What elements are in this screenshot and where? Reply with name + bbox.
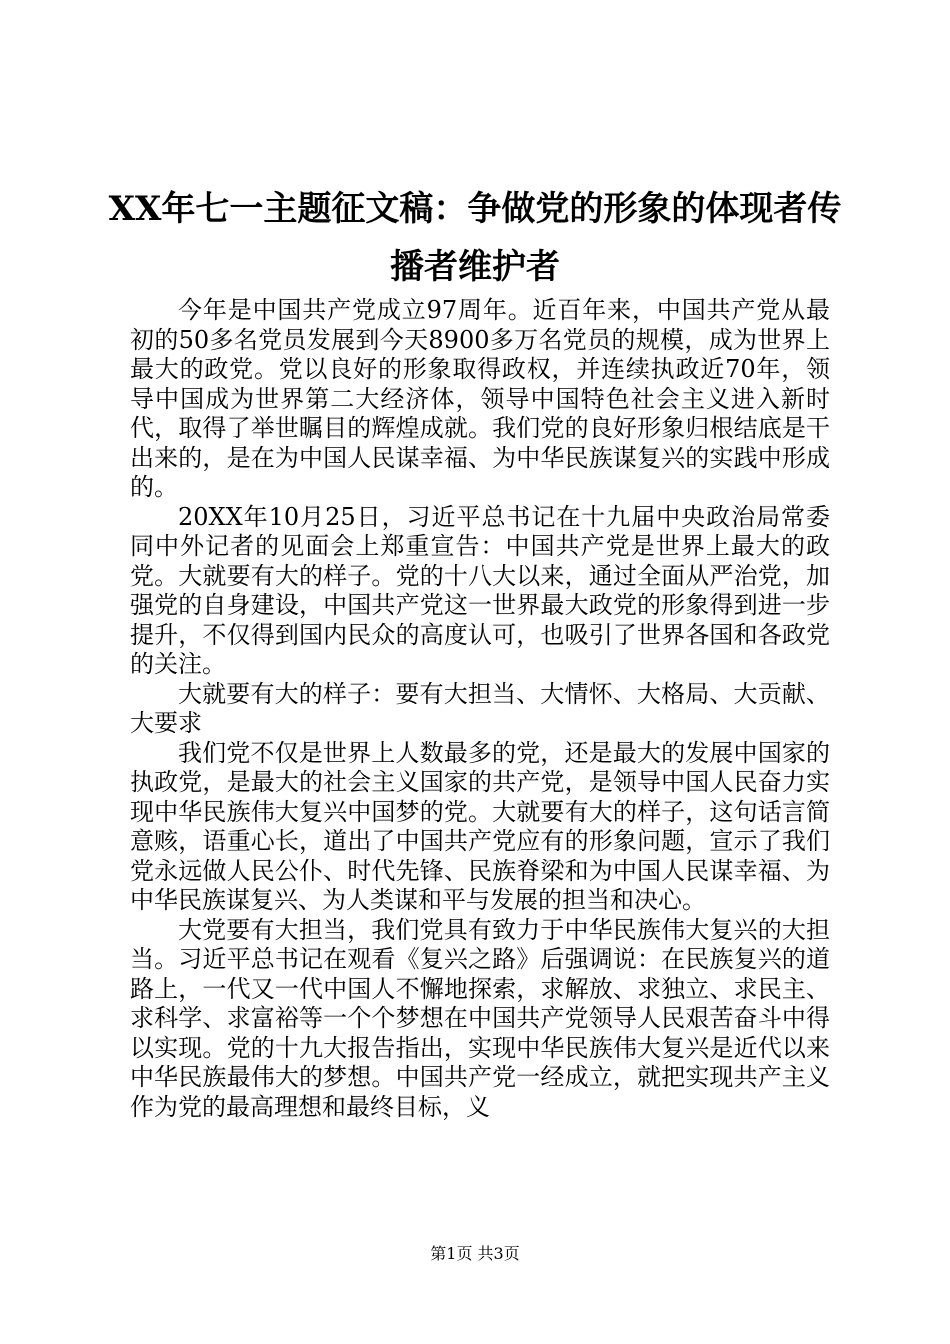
page-footer: 第1页 共3页 — [430, 1244, 520, 1263]
document-title: XX年七一主题征文稿：争做党的形象的体现者传播者维护者 — [108, 189, 842, 287]
paragraph: 今年是中国共产党成立97周年。近百年来，中国共产党从最初的50多名党员发展到今天8900多万名党员的规模，成为世界上最大的政党。党以良好的形象取得政权，并连续执政近70年，领导中国成为世界第二大经济体，领导中国特色社会主义进入新时代，取得了举世瞩目的辉煌成就。我们党的良好形象归根结底是干出来的，是在为中国人民谋幸福、为中华民族谋复兴的实践中形成的。 — [130, 296, 830, 501]
document-body — [130, 296, 830, 1122]
paragraph: 大党要有大担当，我们党具有致力于中华民族伟大复兴的大担当。习近平总书记在观看《复兴之路》后强调说：在民族复兴的道路上，一代又一代中国人不懈地探索，求解放、求独立、求民主、求科学、求富裕等一个个梦想在中国共产党领导人民艰苦奋斗中得以实现。党的十九大报告指出，实现中华民族伟大复兴是近代以来中华民族最伟大的梦想。中国共产党一经成立，就把实现共产主义作为党的最高理想和最终目标，义 — [130, 915, 830, 1121]
section-heading: 大就要有大的样子：要有大担当、大情怀、大格局、大贡献、大要求 — [130, 679, 830, 737]
paragraph: 我们党不仅是世界上人数最多的党，还是最大的发展中国家的执政党，是最大的社会主义国家的共产党，是领导中国人民奋力实现中华民族伟大复兴中国梦的党。大就要有大的样子，这句话言简意赅，语重心长，道出了中国共产党应有的形象问题，宣示了我们党永远做人民公仆、时代先锋、民族脊梁和为中国人民谋幸福、为中华民族谋复兴、为人类谋和平与发展的担当和决心。 — [130, 738, 830, 914]
paragraph: 20XX年10月25日，习近平总书记在十九届中央政治局常委同中外记者的见面会上郑重宣告：中国共产党是世界上最大的政党。大就要有大的样子。党的十八大以来，通过全面从严治党，加强党的自身建设，中国共产党这一世界最大政党的形象得到进一步提升，不仅得到国内民众的高度认可，也吸引了世界各国和各政党的关注。 — [130, 502, 830, 678]
